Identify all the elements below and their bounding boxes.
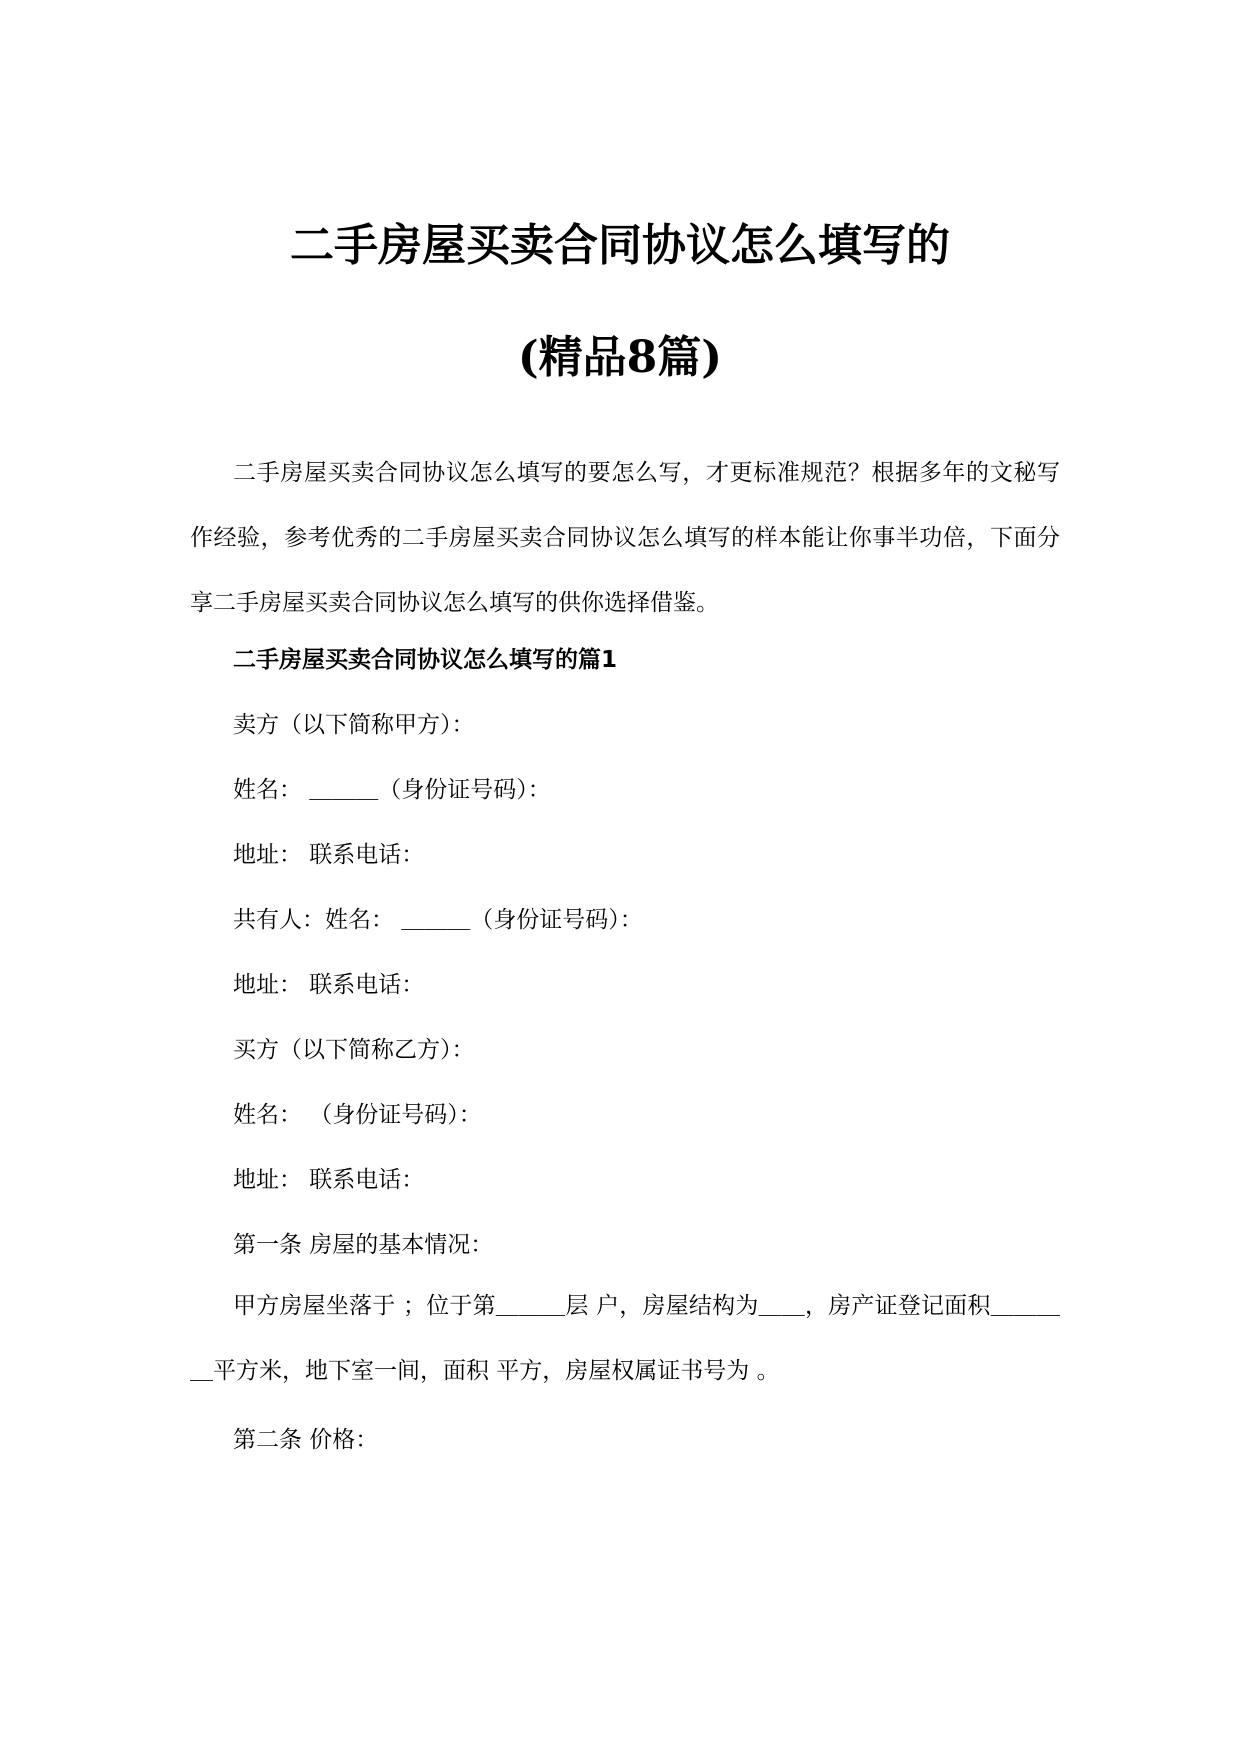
intro-paragraph: 二手房屋买卖合同协议怎么填写的要怎么写，才更标准规范？根据多年的文秘写作经验，参考优秀的二手房屋买卖合同协议怎么填写的样本能让你事半功倍，下面分享二手房屋买卖合同协议怎么填写的供你选择借鉴。 — [190, 460, 1060, 616]
article-one-heading: 第一条 房屋的基本情况： — [233, 1232, 494, 1258]
document-title: 二手房屋买卖合同协议怎么填写的 — [290, 220, 950, 271]
section-heading: 二手房屋买卖合同协议怎么填写的篇1 — [233, 647, 618, 673]
property-details-paragraph: 甲方房屋坐落于 ；位于第＿＿＿层 户，房屋结构为＿＿，房产证登记面积＿＿＿＿平方米，地下室一间，面积 平方，房屋权属证书号为 。 — [190, 1293, 1060, 1384]
document-subtitle: (精品8篇) — [517, 332, 723, 383]
buyer-name-line: 姓名： （身份证号码）： — [233, 1102, 482, 1128]
buyer-address-line: 地址： 联系电话： — [233, 1167, 425, 1193]
buyer-label: 买方（以下简称乙方）： — [233, 1037, 475, 1063]
seller-label: 卖方（以下简称甲方）： — [233, 712, 475, 738]
seller-address-line: 地址： 联系电话： — [233, 842, 425, 868]
seller-name-line: 姓名： ＿＿＿（身份证号码）： — [233, 777, 551, 803]
co-owner-address-line: 地址： 联系电话： — [233, 972, 425, 998]
co-owner-name-line: 共有人：姓名： ＿＿＿（身份证号码）： — [233, 907, 643, 933]
article-two-heading: 第二条 价格： — [233, 1427, 379, 1453]
